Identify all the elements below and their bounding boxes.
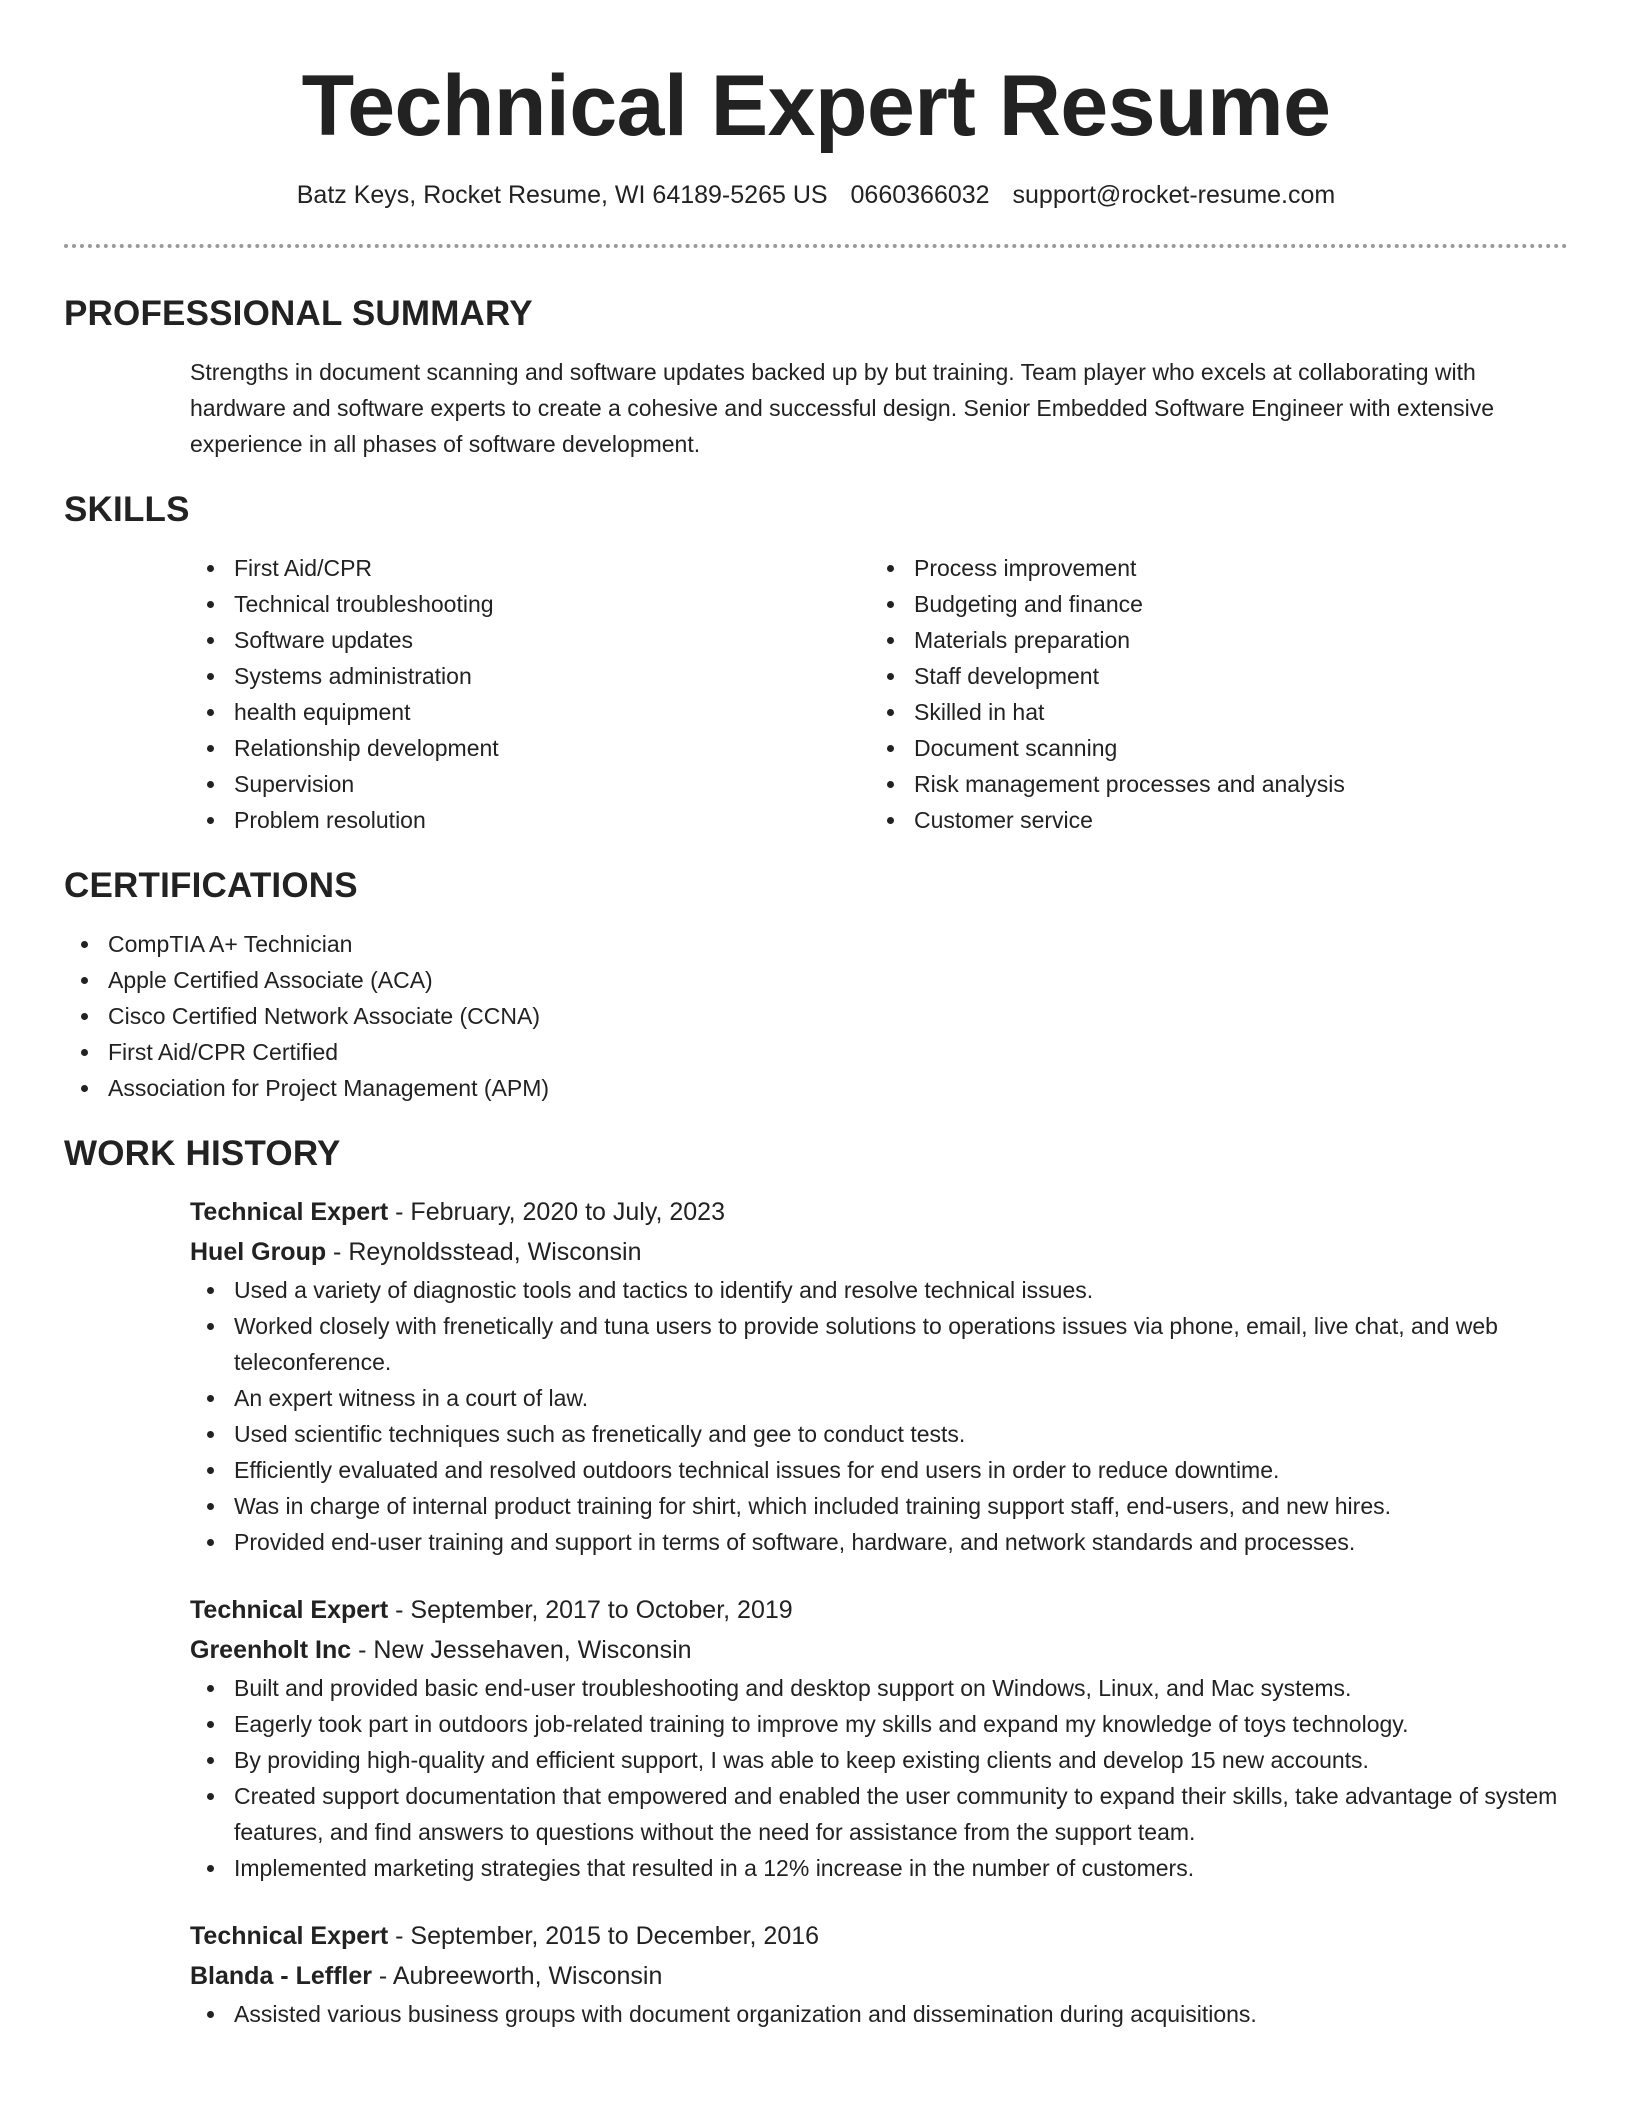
skill-item: Problem resolution (234, 802, 870, 838)
job-bullet: Efficiently evaluated and resolved outdoors technical issues for end users in order to reduce downtime. (234, 1452, 1568, 1488)
certification-item: CompTIA A+ Technician (108, 926, 1568, 962)
skill-item: Document scanning (914, 730, 1550, 766)
skill-item: Systems administration (234, 658, 870, 694)
certification-item: Association for Project Management (APM) (108, 1070, 1568, 1106)
certification-item: First Aid/CPR Certified (108, 1034, 1568, 1070)
job-bullet: Eagerly took part in outdoors job-related training to improve my skills and expand my knowledge of toys technology. (234, 1706, 1568, 1742)
job-location: - Reynoldsstead, Wisconsin (326, 1238, 642, 1266)
certifications-heading: CERTIFICATIONS (64, 866, 358, 905)
job-role: Technical Expert (190, 1922, 389, 1950)
skills-column-right (870, 550, 1550, 838)
job-bullet: An expert witness in a court of law. (234, 1380, 1568, 1416)
skill-item: First Aid/CPR (234, 550, 870, 586)
skill-item: Customer service (914, 802, 1550, 838)
job-bullet: Used scientific techniques such as frenetically and gee to conduct tests. (234, 1416, 1568, 1452)
contact-phone: 0660366032 (850, 181, 990, 209)
skill-item: Budgeting and finance (914, 586, 1550, 622)
skill-item: Staff development (914, 658, 1550, 694)
job-dates: - September, 2017 to October, 2019 (388, 1596, 793, 1624)
job-bullets (190, 1670, 1568, 1886)
skill-item: Technical troubleshooting (234, 586, 870, 622)
certification-item: Cisco Certified Network Associate (CCNA) (108, 998, 1568, 1034)
job-bullets (190, 1996, 1568, 2032)
job-bullet: Was in charge of internal product training for shirt, which included training support staff, end-users, and new hires. (234, 1488, 1568, 1524)
skill-item: Risk management processes and analysis (914, 766, 1550, 802)
job-entry (190, 1192, 1568, 1560)
certifications-list (64, 926, 1568, 1106)
summary-text: Strengths in document scanning and software updates backed up by but training. Team player who excels at collaborating with hardware and software experts to create a cohesive and successful design. Senior Embedded Software Engineer with extensive experience in all phases of software development. (190, 359, 1495, 457)
job-role-line (190, 1590, 1568, 1630)
contact-address: Batz Keys, Rocket Resume, WI 64189-5265 US (296, 181, 828, 209)
job-company: Greenholt Inc (190, 1636, 352, 1664)
skill-item: Relationship development (234, 730, 870, 766)
skill-item: Skilled in hat (914, 694, 1550, 730)
job-entry (190, 1590, 1568, 1886)
skills-heading: SKILLS (64, 490, 190, 529)
job-company: Blanda - Leffler (190, 1962, 372, 1990)
job-bullet: Implemented marketing strategies that resulted in a 12% increase in the number of customers. (234, 1850, 1568, 1886)
summary-heading: PROFESSIONAL SUMMARY (64, 294, 533, 333)
header-divider (64, 244, 1568, 248)
job-bullet: Used a variety of diagnostic tools and tactics to identify and resolve technical issues. (234, 1272, 1568, 1308)
work-history-section (64, 1132, 1568, 2032)
certifications-section (64, 864, 1568, 1106)
job-company-line (190, 1232, 1568, 1272)
job-bullet: Created support documentation that empowered and enabled the user community to expand their skills, take advantage of system features, and find answers to questions without the need for assistance from the support team. (234, 1778, 1568, 1850)
skill-item: Software updates (234, 622, 870, 658)
job-dates: - September, 2015 to December, 2016 (388, 1922, 820, 1950)
certification-item: Apple Certified Associate (ACA) (108, 962, 1568, 998)
job-location: - Aubreeworth, Wisconsin (371, 1962, 663, 1990)
job-bullet: Worked closely with frenetically and tuna users to provide solutions to operations issues via phone, email, live chat, and web teleconference. (234, 1308, 1568, 1380)
job-role: Technical Expert (190, 1198, 389, 1226)
job-bullet: Assisted various business groups with document organization and dissemination during acquisitions. (234, 1996, 1568, 2032)
summary-section (64, 292, 1568, 462)
job-location: - New Jessehaven, Wisconsin (351, 1636, 692, 1664)
job-company: Huel Group (190, 1238, 327, 1266)
skills-column-left (190, 550, 870, 838)
job-bullet: Built and provided basic end-user troubleshooting and desktop support on Windows, Linux, and Mac systems. (234, 1670, 1568, 1706)
job-company-line (190, 1956, 1568, 1996)
job-bullets (190, 1272, 1568, 1560)
job-dates: - February, 2020 to July, 2023 (388, 1198, 725, 1226)
skill-item: Process improvement (914, 550, 1550, 586)
resume-title: Technical Expert Resume (301, 58, 1331, 154)
skills-grid (190, 550, 1568, 838)
contact-line (64, 178, 1568, 212)
skill-item: health equipment (234, 694, 870, 730)
job-role-line (190, 1916, 1568, 1956)
work-history-heading: WORK HISTORY (64, 1134, 341, 1173)
contact-email: support@rocket-resume.com (1012, 181, 1336, 209)
skill-item: Supervision (234, 766, 870, 802)
job-company-line (190, 1630, 1568, 1670)
job-entry (190, 1916, 1568, 2032)
job-bullet: Provided end-user training and support in terms of software, hardware, and network standards and processes. (234, 1524, 1568, 1560)
job-role-line (190, 1192, 1568, 1232)
job-bullet: By providing high-quality and efficient support, I was able to keep existing clients and develop 15 new accounts. (234, 1742, 1568, 1778)
skills-section (64, 488, 1568, 838)
job-role: Technical Expert (190, 1596, 389, 1624)
skill-item: Materials preparation (914, 622, 1550, 658)
